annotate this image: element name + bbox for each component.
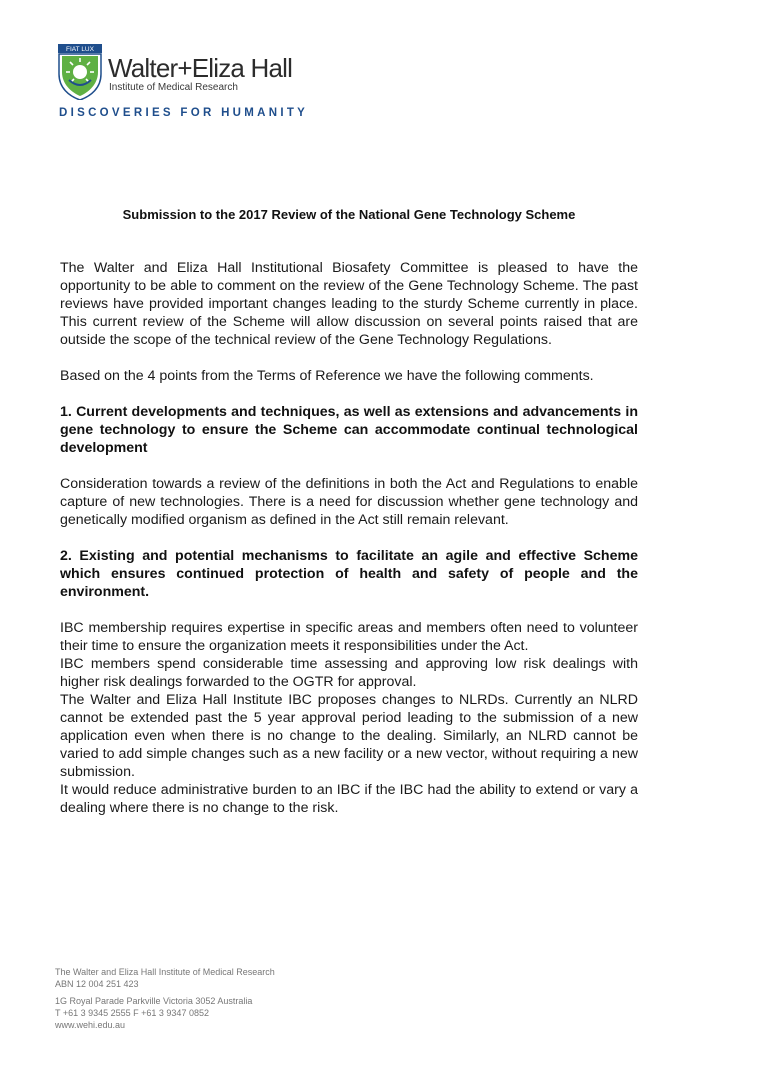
brand-subtitle: Institute of Medical Research xyxy=(109,82,238,93)
document-body xyxy=(60,259,638,817)
section-heading: 1. Current developments and techniques, as well as extensions and advancements in gene technology to ensure the Scheme can accommodate continual technological development xyxy=(60,404,638,456)
footer-website: www.wehi.edu.au xyxy=(55,1020,126,1030)
brand-name: Walter+Eliza Hall xyxy=(108,53,293,83)
section-paragraph: IBC members spend considerable time assessing and approving low risk dealings with higher risk dealings forwarded to the OGTR for approval. xyxy=(60,656,638,690)
footer-address: 1G Royal Parade Parkville Victoria 3052 Australia xyxy=(55,996,253,1006)
institute-logo xyxy=(58,44,318,124)
section-paragraph: It would reduce administrative burden to an IBC if the IBC had the ability to extend or vary a dealing where there is no change to the risk. xyxy=(60,782,638,816)
footer-phone: T +61 3 9345 2555 F +61 3 9347 0852 xyxy=(55,1008,209,1018)
intro-paragraph: Based on the 4 points from the Terms of Reference we have the following comments. xyxy=(60,368,594,384)
section-paragraph: IBC membership requires expertise in specific areas and members often need to volunteer their time to ensure the organization meets it responsibilities under the Act. xyxy=(60,620,638,654)
document-title: Submission to the 2017 Review of the National Gene Technology Scheme xyxy=(122,207,576,222)
section-paragraph: Consideration towards a review of the definitions in both the Act and Regulations to enable capture of new technologies. There is a need for discussion whether gene technology and genetically modified organism as defined in the Act still remain relevant. xyxy=(60,476,638,528)
page-footer xyxy=(55,966,275,1031)
crest-icon xyxy=(58,44,102,100)
section-paragraph: The Walter and Eliza Hall Institute IBC proposes changes to NLRDs. Currently an NLRD cannot be extended past the 5 year approval period leading to the submission of a new application even when there is no change to the dealing. Similarly, an NLRD cannot be varied to add simple changes such as a new facility or a new vector, without requiring a new submission. xyxy=(60,692,638,780)
footer-abn: ABN 12 004 251 423 xyxy=(55,979,139,989)
section-heading: 2. Existing and potential mechanisms to facilitate an agile and effective Scheme which ensures continued protection of health and safety of people and the environment. xyxy=(60,548,638,600)
footer-org: The Walter and Eliza Hall Institute of Medical Research xyxy=(55,967,275,977)
crest-label: FIAT LUX xyxy=(66,46,94,53)
brand-tagline: DISCOVERIES FOR HUMANITY xyxy=(59,107,309,119)
intro-paragraph: The Walter and Eliza Hall Institutional Biosafety Committee is pleased to have the opportunity to be able to comment on the review of the Gene Technology Scheme. The past reviews have provided important changes leading to the sturdy Scheme currently in place. This current review of the Scheme will allow discussion on several points raised that are outside the scope of the technical review of the Gene Technology Regulations. xyxy=(60,260,638,348)
